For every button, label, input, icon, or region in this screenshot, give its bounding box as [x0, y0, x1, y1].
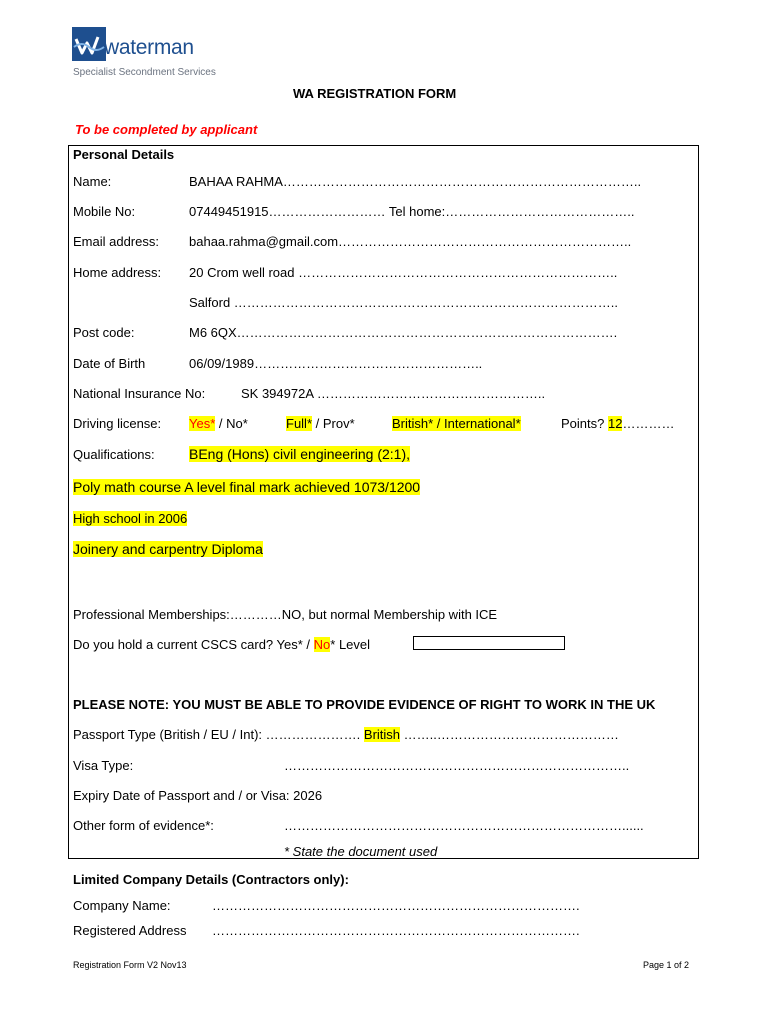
email-field[interactable]: bahaa.rahma@gmail.com…………………………………………………………..: [189, 234, 632, 249]
driving-yes-option[interactable]: Yes*: [189, 416, 216, 431]
footer-page-number: Page 1 of 2: [643, 960, 690, 970]
form-title: WA REGISTRATION FORM: [293, 86, 457, 101]
personal-details-heading: Personal Details: [73, 147, 175, 162]
points-value: 12: [608, 416, 623, 431]
expiry-label: Expiry Date of Passport and / or Visa:: [73, 788, 290, 803]
passport-value: British: [363, 727, 401, 742]
driving-license-options[interactable]: [189, 416, 248, 431]
waterman-logo-icon: [72, 27, 106, 61]
name-label: Name:: [73, 174, 112, 189]
points-field[interactable]: [561, 416, 674, 431]
instruction-text: To be completed by applicant: [75, 122, 258, 137]
brand-tagline: Specialist Secondment Services: [73, 67, 216, 78]
name-field[interactable]: BAHAA RAHMA………………………………………………………………………..: [189, 174, 642, 189]
expiry-field[interactable]: [73, 788, 322, 803]
dob-label: Date of Birth: [73, 356, 146, 371]
company-name-label: Company Name:: [73, 898, 171, 913]
other-evidence-label: Other form of evidence*:: [73, 818, 214, 833]
qualification-4[interactable]: Joinery and carpentry Diploma: [73, 541, 263, 557]
passport-field[interactable]: [73, 727, 619, 742]
brand-name: waterman: [104, 36, 194, 59]
ni-label: National Insurance No:: [73, 386, 206, 401]
home-address-line1[interactable]: 20 Crom well road ………………………………………………………………..: [189, 265, 618, 280]
passport-dots: ……..……………………………………: [403, 727, 619, 742]
company-name-field[interactable]: ………………………………………………………………………….: [212, 898, 580, 913]
personal-details-box: [68, 145, 699, 859]
right-to-work-note: PLEASE NOTE: YOU MUST BE ABLE TO PROVIDE EVIDENCE OF RIGHT TO WORK IN THE UK: [73, 697, 656, 712]
qualification-3[interactable]: High school in 2006: [73, 511, 188, 526]
registered-address-field[interactable]: ………………………………………………………………………….: [212, 923, 580, 938]
home-address-line2[interactable]: Salford ……………………………………………………………………………..: [189, 295, 619, 310]
expiry-value: 2026: [293, 788, 323, 803]
company-details-heading: Limited Company Details (Contractors only):: [73, 872, 349, 887]
cscs-no-option[interactable]: No: [313, 637, 331, 652]
driving-license-label: Driving license:: [73, 416, 162, 431]
other-evidence-field[interactable]: ……………………………………………………………………......: [284, 818, 644, 833]
footer-form-version: Registration Form V2 Nov13: [73, 960, 187, 970]
license-prov-option[interactable]: / Prov*: [312, 416, 355, 431]
qualification-2[interactable]: Poly math course A level final mark achieved 1073/1200: [73, 479, 421, 495]
points-label: Points?: [561, 416, 605, 431]
ni-field[interactable]: SK 394972A ……………………………………………..: [241, 386, 546, 401]
mobile-label: Mobile No:: [73, 204, 136, 219]
license-type-options[interactable]: [286, 416, 355, 431]
dob-field[interactable]: 06/09/1989……………………………………………..: [189, 356, 483, 371]
driving-no-option[interactable]: / No*: [215, 416, 248, 431]
registered-address-label: Registered Address: [73, 923, 187, 938]
visa-field[interactable]: ……………………………………………………………………..: [284, 758, 630, 773]
passport-label: Passport Type (British / EU / Int): ………………….: [73, 727, 361, 742]
state-document-note: * State the document used: [284, 844, 438, 859]
cscs-level-input[interactable]: [413, 636, 565, 650]
postcode-label: Post code:: [73, 325, 135, 340]
points-dots: …………: [622, 416, 675, 431]
cscs-question[interactable]: [73, 637, 370, 652]
home-address-label: Home address:: [73, 265, 162, 280]
memberships-field[interactable]: Professional Memberships:…………NO, but normal Membership with ICE: [73, 607, 498, 622]
cscs-level-label: * Level: [330, 637, 371, 652]
qualifications-label: Qualifications:: [73, 447, 155, 462]
postcode-field[interactable]: M6 6QX…………………………………………………………………………….: [189, 325, 618, 340]
qualification-1[interactable]: BEng (Hons) civil engineering (2:1),: [189, 446, 410, 462]
email-label: Email address:: [73, 234, 159, 249]
mobile-field[interactable]: 07449451915……………………… Tel home:……………………………………..: [189, 204, 635, 219]
cscs-question-text: Do you hold a current CSCS card? Yes* /: [73, 637, 311, 652]
visa-label: Visa Type:: [73, 758, 134, 773]
license-full-option[interactable]: Full*: [286, 416, 313, 431]
license-nationality-option[interactable]: British* / International*: [392, 416, 521, 431]
